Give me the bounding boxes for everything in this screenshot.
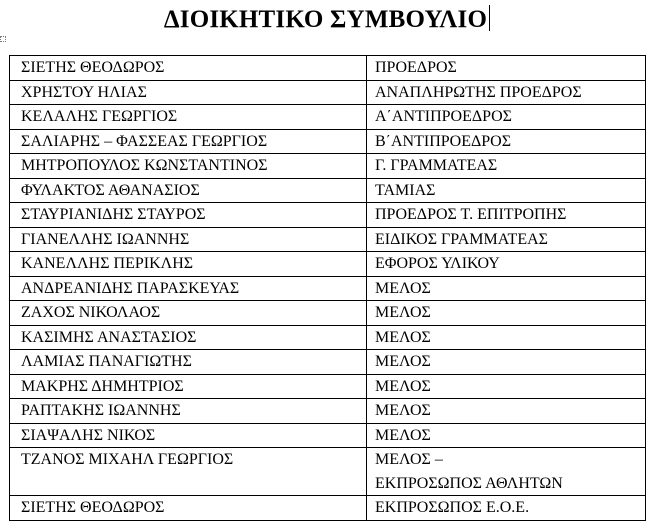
- table-row: [10, 325, 646, 350]
- table-row: [10, 56, 646, 81]
- member-role-cell: [367, 80, 646, 105]
- member-role-line: ΜΕΛΟΣ: [375, 426, 431, 444]
- member-role-line: ΤΑΜΙΑΣ: [375, 181, 436, 199]
- member-name-cell: ΖΑΧΟΣ ΝΙΚΟΛΑΟΣ: [10, 301, 367, 326]
- table-row: [10, 350, 646, 375]
- table-row: [10, 129, 646, 154]
- member-name-cell: ΚΑΝΕΛΛΗΣ ΠΕΡΙΚΛΗΣ: [10, 252, 367, 277]
- member-role-line: ΕΙΔΙΚΟΣ ΓΡΑΜΜΑΤΕΑΣ: [375, 230, 548, 248]
- member-name-cell: ΑΝΔΡΕΑΝΙΔΗΣ ΠΑΡΑΣΚΕΥΑΣ: [10, 276, 367, 301]
- member-role-line: ΜΕΛΟΣ: [375, 402, 431, 419]
- table-row: [10, 276, 646, 301]
- member-name-cell: ΣΙΑΨΑΛΗΣ ΝΙΚΟΣ: [10, 423, 367, 448]
- table-row: [10, 374, 646, 399]
- member-role-cell: [367, 252, 646, 277]
- member-name-cell: ΤΖΑΝΟΣ ΜΙΧΑΗΛ ΓΕΩΡΓΙΟΣ: [10, 448, 367, 496]
- member-role-cell: [367, 129, 646, 154]
- table-row: [10, 496, 646, 521]
- member-role-line: ΜΕΛΟΣ: [375, 353, 431, 370]
- member-role-cell: [367, 227, 646, 252]
- member-role-cell: [367, 178, 646, 203]
- member-name-cell: ΜΗΤΡΟΠΟΥΛΟΣ ΚΩΝΣΤΑΝΤΙΝΟΣ: [10, 154, 367, 179]
- member-role-cell: [367, 350, 646, 375]
- table-row: [10, 154, 646, 179]
- member-role-line: ΜΕΛΟΣ: [375, 377, 431, 395]
- member-role-cell: [367, 423, 646, 448]
- member-role-line: ΕΦΟΡΟΣ ΥΛΙΚΟΥ: [375, 255, 500, 272]
- title-line[interactable]: [164, 4, 490, 36]
- member-name-cell: ΓΙΑΝΕΛΛΗΣ ΙΩΑΝΝΗΣ: [10, 227, 367, 252]
- member-role-cell: [367, 56, 646, 81]
- member-role-line: Α΄ΑΝΤΙΠΡΟΕΔΡΟΣ: [375, 108, 512, 125]
- table-row: [10, 203, 646, 228]
- member-role-cell: [367, 154, 646, 179]
- member-role-cell: [367, 399, 646, 424]
- board-members-table: [9, 55, 646, 521]
- member-name-cell: ΛΑΜΙΑΣ ΠΑΝΑΓΙΩΤΗΣ: [10, 350, 367, 375]
- member-role-line: ΜΕΛΟΣ: [375, 304, 431, 321]
- member-role-cell: [367, 448, 646, 496]
- table-row: [10, 399, 646, 424]
- table-row: [10, 423, 646, 448]
- text-cursor: [489, 5, 490, 31]
- member-role-line: ΜΕΛΟΣ –: [375, 451, 443, 468]
- member-name-cell: ΜΑΚΡΗΣ ΔΗΜΗΤΡΙΟΣ: [10, 374, 367, 399]
- member-name-cell: ΡΑΠΤΑΚΗΣ ΙΩΑΝΝΗΣ: [10, 399, 367, 424]
- table-row: [10, 301, 646, 326]
- member-role-line: Γ. ΓΡΑΜΜΑΤΕΑΣ: [375, 157, 498, 174]
- table-anchor-icon[interactable]: [0, 36, 6, 42]
- member-name-cell: ΚΑΣΙΜΗΣ ΑΝΑΣΤΑΣΙΟΣ: [10, 325, 367, 350]
- member-name-cell: ΣΤΑΥΡΙΑΝΙΔΗΣ ΣΤΑΥΡΟΣ: [10, 203, 367, 228]
- member-role-cell: [367, 496, 646, 521]
- member-role-cell: [367, 325, 646, 350]
- member-name-cell: ΣΙΕΤΗΣ ΘΕΟΔΩΡΟΣ: [10, 56, 367, 81]
- member-role-line: ΠΡΟΕΔΡΟΣ Τ. ΕΠΙΤΡΟΠΗΣ: [375, 206, 567, 223]
- member-role-line: ΜΕΛΟΣ: [375, 279, 431, 297]
- table-row: [10, 178, 646, 203]
- table-row: [10, 227, 646, 252]
- member-role-cell: [367, 276, 646, 301]
- member-name-cell: ΣΙΕΤΗΣ ΘΕΟΔΩΡΟΣ: [10, 496, 367, 521]
- member-name-cell: ΚΕΛΑΛΗΣ ΓΕΩΡΓΙΟΣ: [10, 105, 367, 130]
- member-name-cell: ΦΥΛΑΚΤΟΣ ΑΘΑΝΑΣΙΟΣ: [10, 178, 367, 203]
- member-role-line: ΠΡΟΕΔΡΟΣ: [375, 59, 457, 76]
- member-role-line: Β΄ΑΝΤΙΠΡΟΕΔΡΟΣ: [375, 132, 512, 150]
- member-role-cell: [367, 203, 646, 228]
- board-members-table-body: [10, 56, 646, 521]
- table-row: [10, 252, 646, 277]
- table-row: [10, 80, 646, 105]
- member-name-cell: ΧΡΗΣΤΟΥ ΗΛΙΑΣ: [10, 80, 367, 105]
- page-title: ΔΙΟΙΚΗΤΙΚΟ ΣΥΜΒΟΥΛΙΟ: [163, 6, 488, 33]
- member-name-cell: ΣΑΛΙΑΡΗΣ – ΦΑΣΣΕΑΣ ΓΕΩΡΓΙΟΣ: [10, 129, 367, 154]
- table-row: [10, 448, 646, 496]
- member-role-cell: [367, 301, 646, 326]
- member-role-line: ΕΚΠΡΟΣΩΠΟΣ ΑΘΛΗΤΩΝ: [375, 474, 563, 492]
- member-role-line: ΑΝΑΠΛΗΡΩΤΗΣ ΠΡΟΕΔΡΟΣ: [375, 83, 582, 101]
- document-title-area[interactable]: [0, 4, 654, 36]
- member-role-line: ΜΕΛΟΣ: [375, 328, 431, 346]
- member-role-line: ΕΚΠΡΟΣΩΠΟΣ Ε.Ο.Ε.: [375, 499, 530, 516]
- member-role-cell: [367, 374, 646, 399]
- table-row: [10, 105, 646, 130]
- member-role-cell: [367, 105, 646, 130]
